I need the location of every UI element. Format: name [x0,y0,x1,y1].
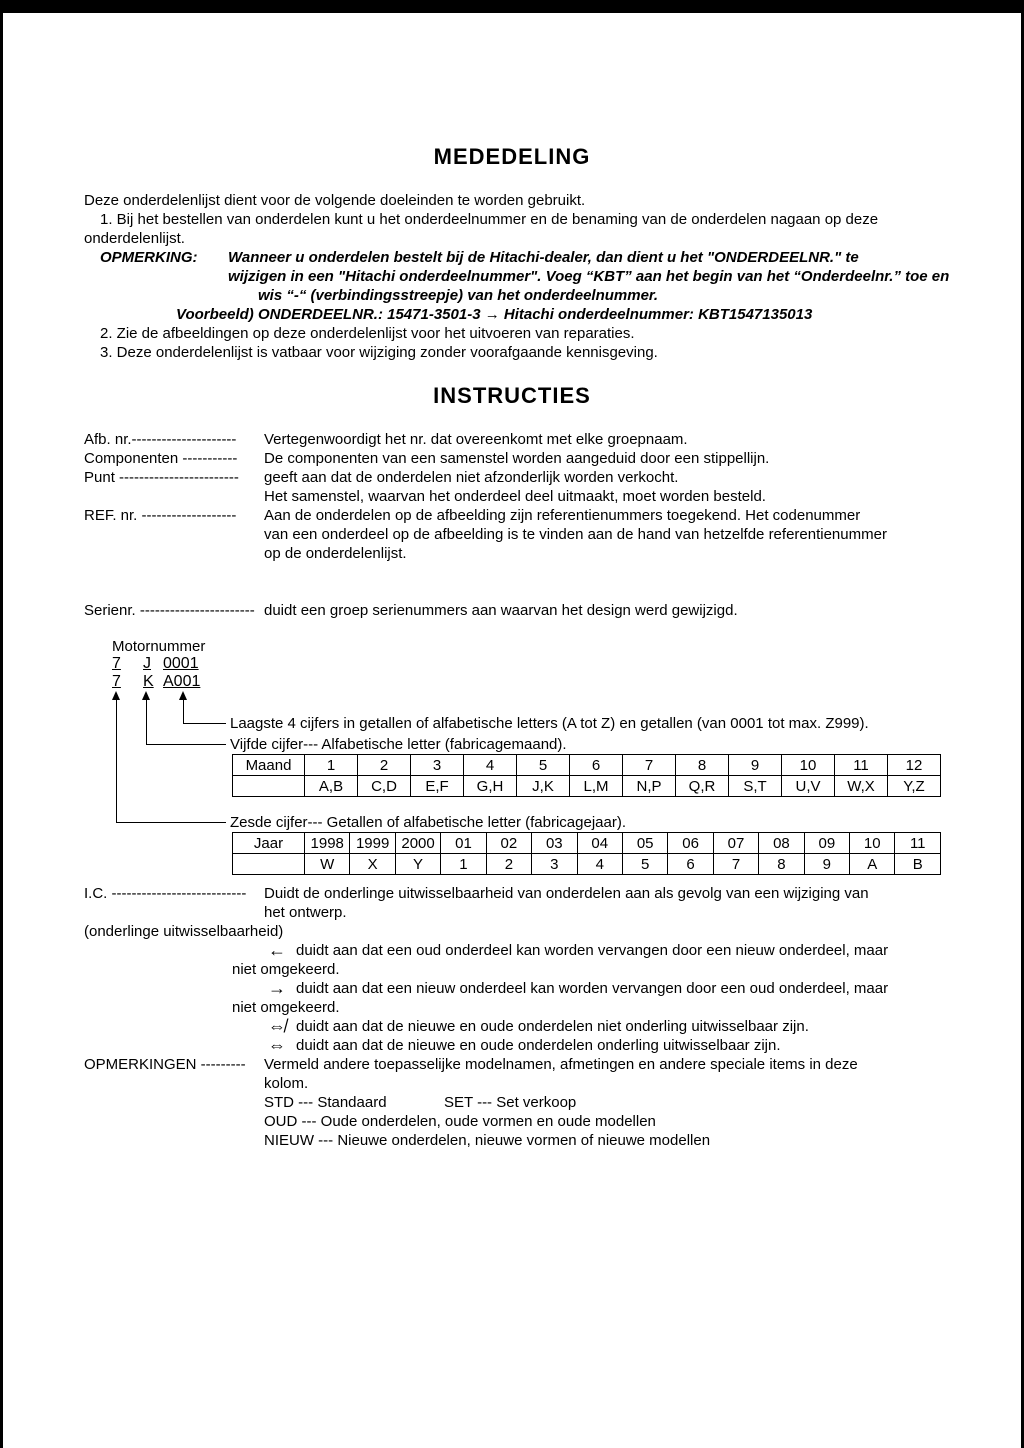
interchangeable-arrow-icon: ⇔ [268,1035,286,1055]
annotation-sixth-digit: Zesde cijfer--- Getallen of alfabetische letter (fabricagejaar). [230,814,627,831]
abbrev-nieuw: NIEUW --- Nieuwe onderdelen, nieuwe vormen of nieuwe modellen [264,1132,711,1149]
table-cell: Q,R [676,776,729,797]
annotation-last4-digits: Laagste 4 cijfers in getallen of alfabetische letters (A tot Z) en getallen (van 0001 tot max. Z999). [230,715,869,732]
table-cell: 9 [804,854,849,875]
ic-desc-line2: het ontwerp. [264,904,347,921]
notice-voorbeeld: Voorbeeld) ONDERDEELNR.: 15471-3501-3 → Hitachi onderdeelnummer: KBT1547135013 [176,306,813,323]
ic-rule-not-interchangeable [84,1017,964,1036]
definition-row [84,468,964,487]
definition-term: Afb. nr.--------------------- [84,431,237,448]
abbrev-std-set [264,1093,964,1112]
table-cell: 2 [486,854,531,875]
table-cell [233,776,305,797]
ic-term: I.C. --------------------------- [84,885,247,902]
serienr-row [84,601,964,620]
connector-line [183,723,226,724]
ic-subnote: (onderlinge uitwisselbaarheid) [84,923,284,940]
table-cell: B [895,854,941,875]
table-cell: E,F [411,776,464,797]
table-cell: 12 [888,755,941,776]
definition-row [84,601,964,620]
definition-row [84,449,964,468]
table-cell: A [850,854,895,875]
table-cell: 10 [850,833,895,854]
scan-edge-left [0,0,3,1448]
notice-intro: Deze onderdelenlijst dient voor de volgende doeleinden te worden gebruikt. [84,192,586,209]
notice-item2: 2. Zie de afbeeldingen op deze onderdelenlijst voor het uitvoeren van reparaties. [100,325,635,342]
table-cell: 5 [517,755,570,776]
table-cell: 06 [668,833,713,854]
fabricagemaand-table [232,754,941,797]
table-cell: 6 [668,854,713,875]
serial-digit: A001 [163,673,201,690]
table-cell: 11 [895,833,941,854]
definition-term: Componenten ----------- [84,450,238,467]
abbrev-set: SET --- Set verkoop [444,1094,577,1111]
definition-row [84,544,964,563]
table-cell: Maand [233,755,305,776]
opmerkingen-row [84,1055,964,1074]
table-cell: 7 [713,854,758,875]
table-cell: 3 [532,854,577,875]
ic-rule-text: duidt aan dat een nieuw onderdeel kan worden vervangen door een oud onderdeel, maar [296,980,889,997]
page-title-instructies: INSTRUCTIES [433,383,591,408]
scan-edge-top [0,0,1024,13]
abbrev-std: STD --- Standaard [264,1094,387,1111]
ic-desc-line1: Duidt de onderlinge uitwisselbaarheid van onderdelen aan als gevolg van een wijziging van [264,885,869,902]
table-cell: Y [395,854,440,875]
table-cell: 6 [570,755,623,776]
table-cell: 2 [358,755,411,776]
table-cell: Y,Z [888,776,941,797]
table-cell: Jaar [233,833,305,854]
table-cell: 8 [759,854,804,875]
table-cell: 4 [464,755,517,776]
definition-row [84,506,964,525]
table-cell: W,X [835,776,888,797]
serial-digit: 0001 [163,655,199,672]
table-cell: 1998 [305,833,350,854]
notice-item1-line1: 1. Bij het bestellen van onderdelen kunt u het onderdeelnummer en de benaming van de onderdelen nagaan op deze [100,211,879,228]
ic-rule-cont: niet omgekeerd. [232,961,340,978]
table-cell: 03 [532,833,577,854]
table-cell: 2000 [395,833,440,854]
table-row [233,854,941,875]
notice-item3: 3. Deze onderdelenlijst is vatbaar voor wijziging zonder voorafgaande kennisgeving. [100,344,658,361]
definition-desc: Vertegenwoordigt het nr. dat overeenkomt met elke groepnaam. [264,431,688,448]
opmerking-label: OPMERKING: [100,249,198,266]
definition-desc: Het samenstel, waarvan het onderdeel deel uitmaakt, moet worden besteld. [264,488,766,505]
serial-digit: 7 [112,655,121,672]
definition-desc: op de onderdelenlijst. [264,545,407,562]
table-cell: U,V [782,776,835,797]
serienr-desc: duidt een groep serienummers aan waarvan het design werd gewijzigd. [264,602,738,619]
mededeling-section [84,191,964,362]
table-cell: A,B [305,776,358,797]
ic-section [84,884,964,1150]
table-row [233,755,941,776]
connector-line [116,699,117,823]
table-cell: 05 [622,833,667,854]
table-cell: X [350,854,395,875]
table-row [233,833,941,854]
opmerkingen-desc-line2: kolom. [264,1075,309,1092]
fabricagejaar-table [232,832,941,875]
ic-rule-cont: niet omgekeerd. [232,999,340,1016]
table-cell: 1 [305,755,358,776]
connector-line [116,822,226,823]
table-cell [233,854,305,875]
table-cell: 04 [577,833,622,854]
table-cell: 01 [441,833,486,854]
definition-desc: De componenten van een samenstel worden aangeduid door een stippellijn. [264,450,770,467]
opmerkingen-desc-line1: Vermeld andere toepasselijke modelnamen, afmetingen en andere speciale items in deze [264,1056,858,1073]
table-cell: N,P [623,776,676,797]
table-cell: C,D [358,776,411,797]
serial-digit: J [143,655,151,672]
table-cell: 9 [729,755,782,776]
serial-digit: K [143,673,154,690]
definition-desc: Aan de onderdelen op de afbeelding zijn referentienummers toegekend. Het codenummer [264,507,861,524]
definition-row [84,487,964,506]
connector-line [146,699,147,744]
table-cell: 11 [835,755,888,776]
motornummer-label: Motornummer [112,638,206,655]
right-arrow-icon: → [268,978,286,998]
annotation-fifth-digit: Vijfde cijfer--- Alfabetische letter (fabricagemaand). [230,736,567,753]
table-cell: 08 [759,833,804,854]
notice-item1-line2: onderdelenlijst. [84,230,185,247]
left-arrow-icon: ← [268,940,286,960]
opmerkingen-term: OPMERKINGEN --------- [84,1056,246,1073]
connector-line [183,699,184,723]
definition-desc: geeft aan dat de onderdelen niet afzonderlijk worden verkocht. [264,469,679,486]
table-cell: G,H [464,776,517,797]
definition-row [84,430,964,449]
serial-digit: 7 [112,673,121,690]
serienr-term: Serienr. ----------------------- [84,602,255,619]
table-cell: 3 [411,755,464,776]
ic-rule-text: duidt aan dat de nieuwe en oude onderdelen niet onderling uitwisselbaar zijn. [296,1018,809,1035]
table-cell: 1999 [350,833,395,854]
abbrev-oud: OUD --- Oude onderdelen, oude vormen en oude modellen [264,1113,656,1130]
definition-desc: van een onderdeel op de afbeelding is te vinden aan de hand van hetzelfde referentienummer [264,526,887,543]
table-cell: J,K [517,776,570,797]
ic-rule-text: duidt aan dat de nieuwe en oude onderdelen onderling uitwisselbaar zijn. [296,1037,781,1054]
table-cell: L,M [570,776,623,797]
ic-rule-old-to-new [84,941,964,960]
opmerking-text1: Wanneer u onderdelen bestelt bij de Hitachi-dealer, dan dient u het "ONDERDEELNR." te [228,249,859,266]
table-cell: 5 [622,854,667,875]
instructies-definition-list [84,430,964,563]
ic-row [84,884,964,903]
not-interchangeable-arrow-icon: ⇎ [268,1016,286,1036]
table-cell: W [305,854,350,875]
definition-row [84,525,964,544]
table-cell: 07 [713,833,758,854]
notice-opmerking-line1 [84,248,964,267]
table-cell: 09 [804,833,849,854]
ic-rule-new-to-old [84,979,964,998]
page-title-mededeling: MEDEDELING [433,144,591,169]
definition-term: REF. nr. ------------------- [84,507,237,524]
table-cell: 1 [441,854,486,875]
notice-opmerking-line2: wijzigen in een "Hitachi onderdeelnummer". Voeg “KBT” aan het begin van het “Onderdeelnr.” toe en [228,268,950,285]
ic-rule-interchangeable [84,1036,964,1055]
table-cell: 8 [676,755,729,776]
notice-opmerking-line3: wis “-“ (verbindingsstreepje) van het onderdeelnummer. [258,287,659,304]
table-cell: 02 [486,833,531,854]
table-cell: S,T [729,776,782,797]
table-cell: 7 [623,755,676,776]
ic-rule-text: duidt aan dat een oud onderdeel kan worden vervangen door een nieuw onderdeel, maar [296,942,889,959]
table-cell: 10 [782,755,835,776]
table-cell: 4 [577,854,622,875]
definition-term: Punt ------------------------ [84,469,239,486]
table-row [233,776,941,797]
connector-line [146,744,226,745]
